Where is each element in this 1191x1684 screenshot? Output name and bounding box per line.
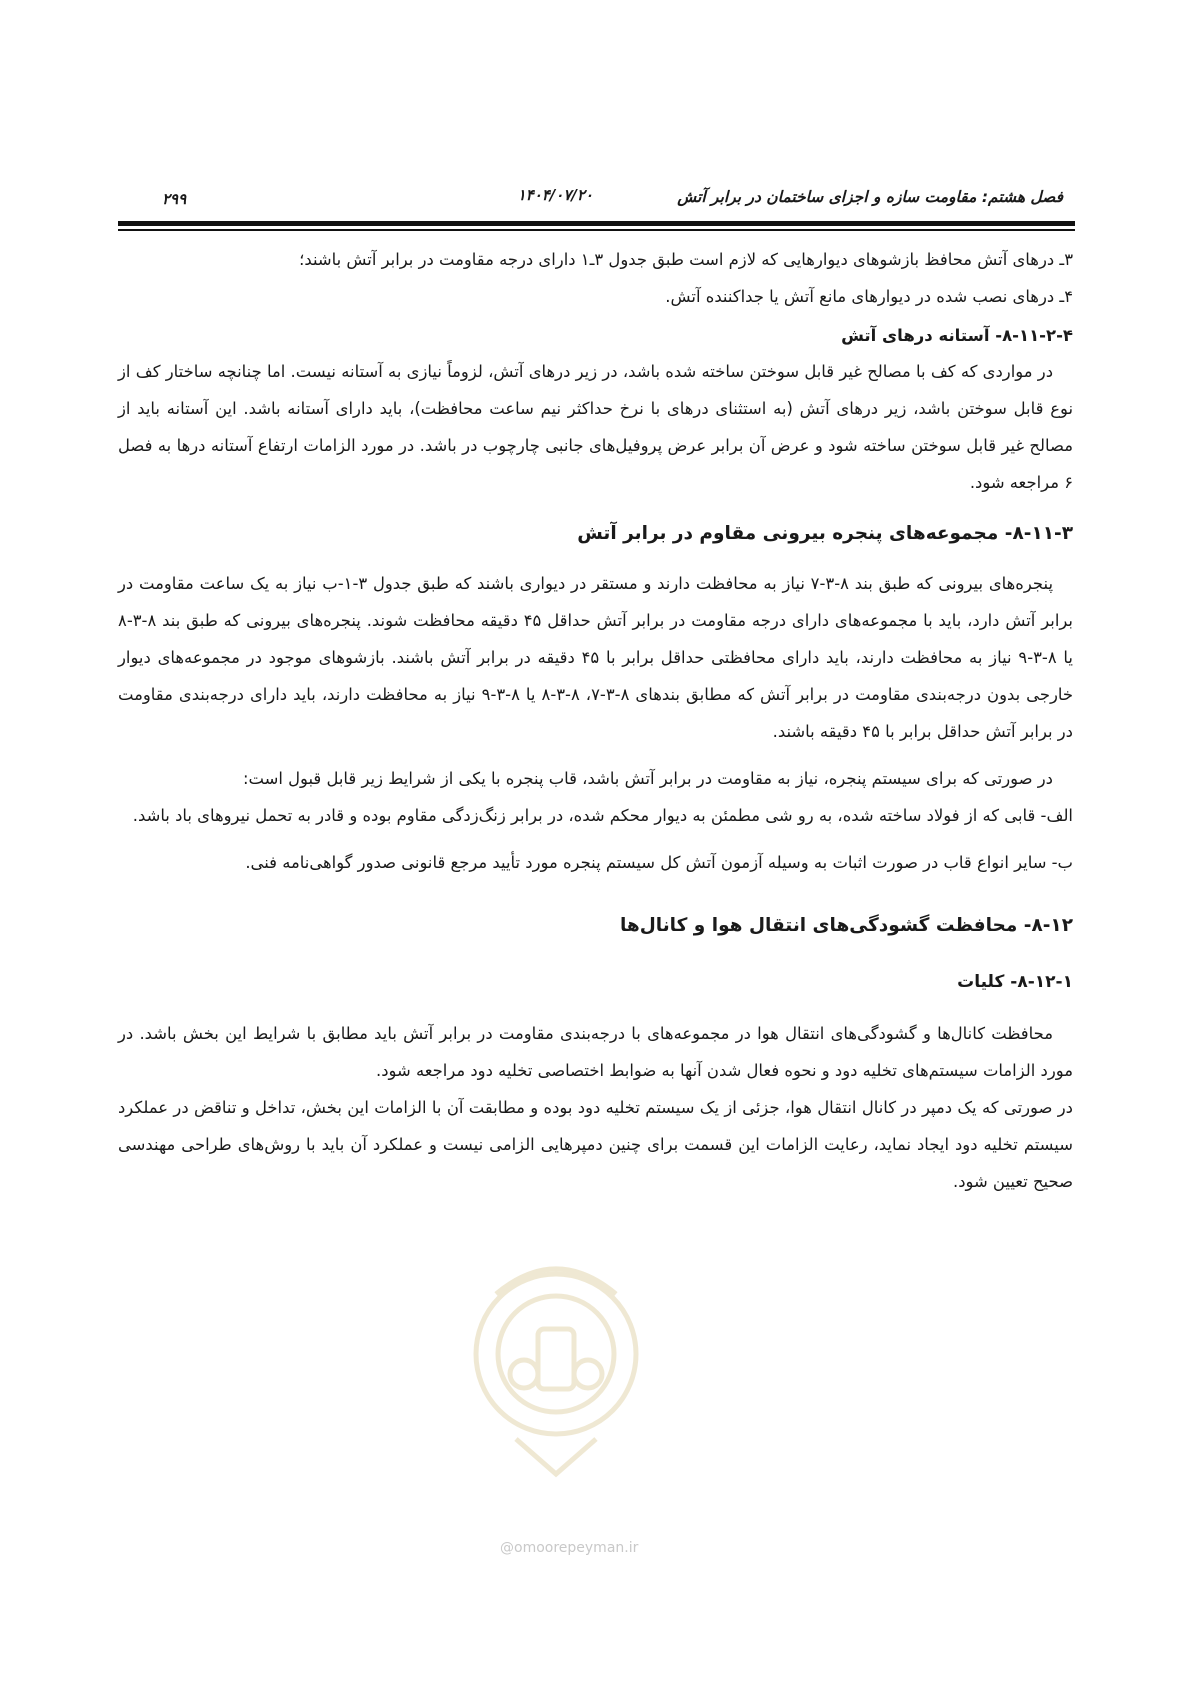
- section-heading-windows: ۸-۱۱-۳- مجموعه‌های پنجره بیرونی مقاوم در برابر آتش: [577, 523, 1073, 544]
- header-rule-thick: [118, 221, 1075, 226]
- header-date: ۱۴۰۴/۰۷/۲۰: [517, 186, 593, 204]
- chapter-title: فصل هشتم: مقاومت سازه و اجزای ساختمان در برابر آتش: [677, 188, 1063, 206]
- list-item: ۴ـ درهای نصب شده در دیوارهای مانع آتش یا جداکننده آتش.: [665, 287, 1073, 306]
- list-item: ۳ـ درهای آتش محافظ بازشوهای دیوارهایی که لازم است طبق جدول ۳ـ۱ دارای درجه مقاومت در برابر آتش باشند؛: [299, 250, 1073, 269]
- section-heading-ducts: ۸-۱۲- محافظت گشودگی‌های انتقال هوا و کانال‌ها: [619, 915, 1073, 936]
- header-rule-thin: [118, 229, 1075, 231]
- section-heading-threshold: ۸-۱۱-۲-۴- آستانه درهای آتش: [841, 326, 1073, 345]
- paragraph-be: ب- سایر انواع قاب در صورت اثبات به وسیله آزمون آتش کل سیستم پنجره مورد تأیید مرجع قانونی صدور گواهی‌نامه فنی.: [245, 853, 1073, 872]
- watermark-seal-icon: [456, 1234, 656, 1504]
- watermark-url: @omoorepeyman.ir: [500, 1540, 639, 1556]
- section-heading-general: ۸-۱۲-۱- کلیات: [957, 972, 1073, 992]
- paragraph-windows-2: در صورتی که برای سیستم پنجره، نیاز به مقاومت در برابر آتش باشد، قاب پنجره با یکی از شرایط زیر قابل قبول است:: [242, 769, 1053, 788]
- page-number: ۲۹۹: [162, 190, 187, 208]
- paragraph-threshold: در مواردی که کف با مصالح غیر قابل سوختن ساخته شده باشد، در زیر درهای آتش، لزوماً نیازی به آستانه نیست. اما چنانچه ساختار کف از نوع قابل سوختن باشد، زیر درهای آتش (به استثنای درهای با نرخ حداکثر نیم ساعت محافظت)، باید دارای آستانه باشد. این آستانه باید از مصالح غیر قابل سوختن ساخته شود و عرض آن برابر عرض پروفیل‌های جانبی چارچوب در باشد. در مورد الزامات ارتفاع آستانه درها به فصل ۶ مراجعه شود.: [118, 362, 1073, 492]
- body-text: [118, 241, 1073, 1200]
- paragraph-alef: الف- قابی که از فولاد ساخته شده، به رو شی مطمئن به دیوار محکم شده، در برابر زنگ‌زدگی مقاوم بوده و قادر به تحمل نیروهای باد باشد.: [132, 806, 1073, 825]
- paragraph-windows-1: پنجره‌های بیرونی که طبق بند ۸-۳-۷ نیاز به محافظت دارند و مستقر در دیواری باشند که طبق جدول ۳-۱-ب نیاز به یک ساعت مقاومت در برابر آتش دارد، باید با مجموعه‌های دارای درجه مقاومت در برابر آتش حداقل ۴۵ دقیقه محافظت شوند. پنجره‌های بیرونی که طبق بند ۸-۳-۸ یا ۸-۳-۹ نیاز به محافظت دارند، باید دارای محافظتی حداقل برابر با ۴۵ دقیقه در برابر آتش باشند. بازشوهای موجود در مجموعه‌های دیوار خارجی بدون درجه‌بندی مقاومت در برابر آتش که مطابق بندهای ۸-۳-۷، ۸-۳-۸ یا ۸-۳-۹ نیاز به محافظت دارند، باید دارای درجه‌بندی مقاومت در برابر آتش حداقل برابر با ۴۵ دقیقه باشند.: [118, 574, 1073, 741]
- paragraph-general-2: در صورتی که یک دمپر در کانال انتقال هوا، جزئی از یک سیستم تخلیه دود بوده و مطابقت آن با الزامات این بخش، تداخل و تناقض در عملکرد سیستم تخلیه دود ایجاد نماید، رعایت الزامات این قسمت برای چنین دمپرهایی الزامی نیست و عملکرد آن باید با روش‌های طراحی مهندسی صحیح تعیین شود.: [118, 1098, 1073, 1191]
- paragraph-general-1: محافظت کانال‌ها و گشودگی‌های انتقال هوا در مجموعه‌های با درجه‌بندی مقاومت در برابر آتش باید مطابق با شرایط این بخش باشد. در مورد الزامات سیستم‌های تخلیه دود و نحوه فعال شدن آنها به ضوابط اختصاصی تخلیه دود مراجعه شود.: [118, 1024, 1073, 1080]
- page-header: [128, 186, 1063, 214]
